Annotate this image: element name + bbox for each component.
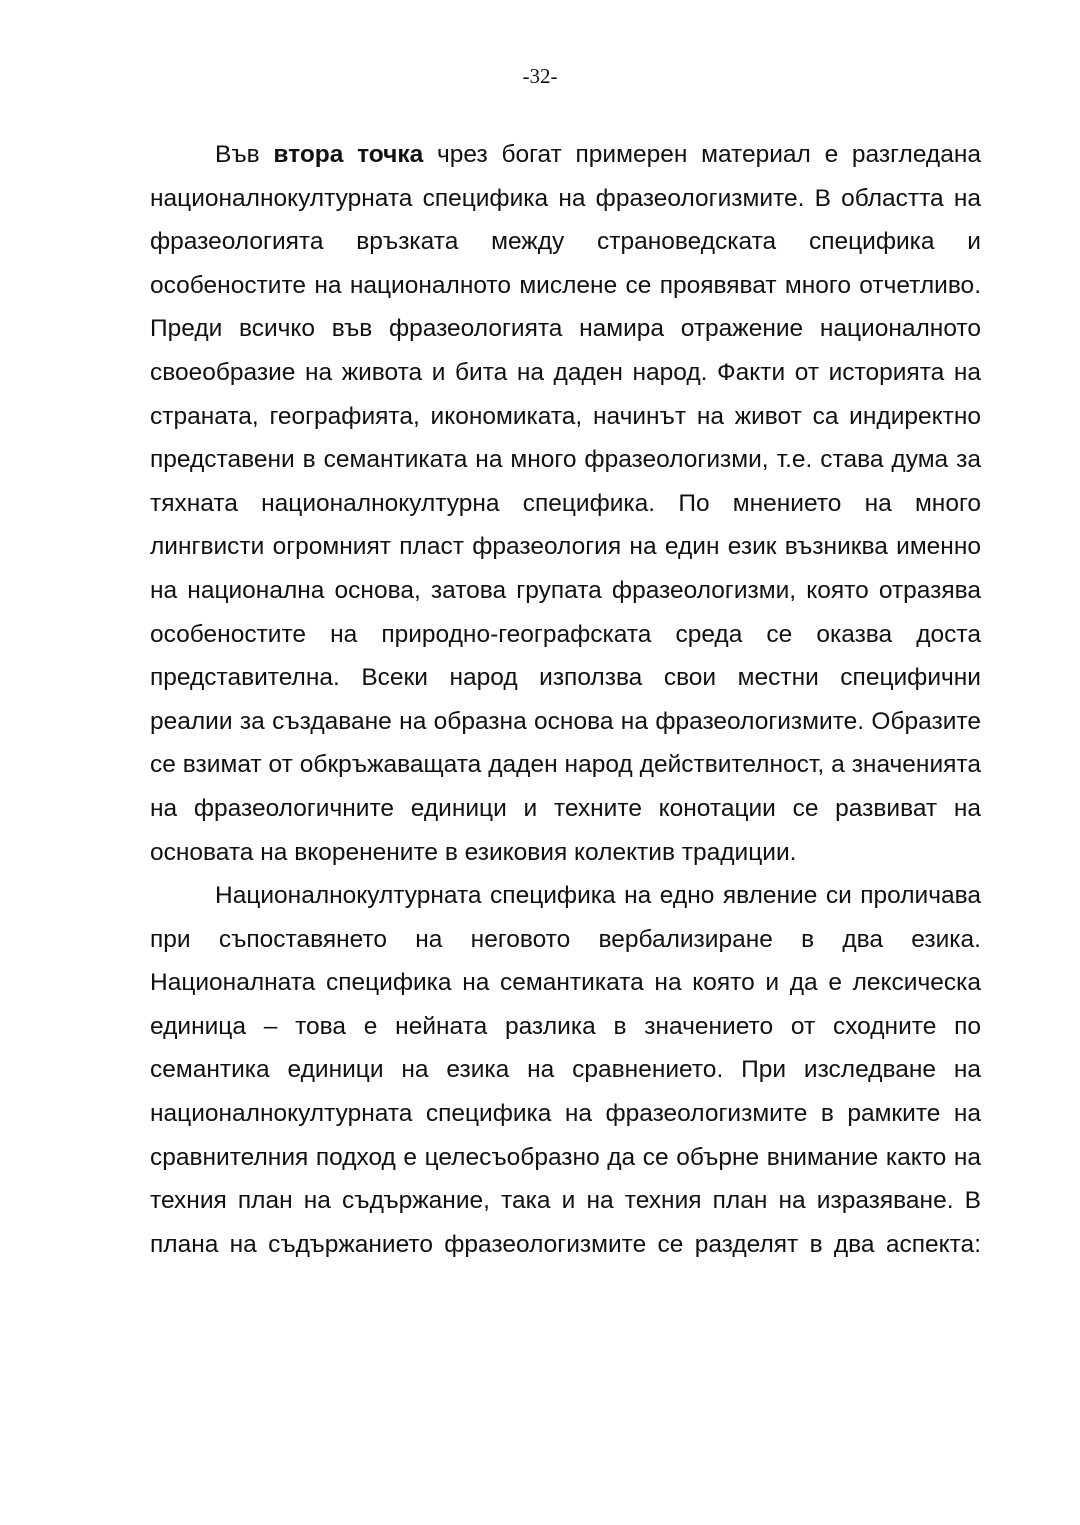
body-text [150, 133, 981, 1266]
paragraph-1-bold-term: втора точка [273, 141, 424, 168]
paragraph-2-text: Националнокултурната специфика на едно явление си проличава при съпоставянето на неговото вербализиране в два езика. Националната специфика на семантиката на която и да е лексическа единица – това е нейната разлика в значението от сходните по семантика единици на езика на сравнението. При изследване на националнокултурната специфика на фразеологизмите в рамките на сравнителния подход е целесъобразно да се обърне внимание както на техния план на съдържание, така и на техния план на изразяване. В плана на съдържанието фразеологизмите се разделят в два аспекта: [150, 882, 981, 1258]
paragraph-2 [150, 874, 981, 1266]
paragraph-1 [150, 133, 981, 874]
page-number: -32- [522, 64, 558, 88]
paragraph-1-text: чрез богат примерен материал е разгледана националнокултурната специфика на фразеологизмите. В областта на фразеологията връзката между страноведската специфика и особеностите на националното мислене се проявяват много отчетливо. Преди всичко във фразеологията намира отражение националното своеобразие на живота и бита на даден народ. Факти от историята на страната, географията, икономиката, начинът на живот са индиректно представени в семантиката на много фразеологизми, т.е. става дума за тяхната националнокултурна специфика. По мнението на много лингвисти огромният пласт фразеология на един език възниква именно на национална основа, затова групата фразеологизми, която отразява особеностите на природно-географската среда се оказва доста представителна. Всеки народ използва свои местни специфични реалии за създаване на образна основа на фразеологизмите. Образите се взимат от обкръжаващата даден народ действителност, а значенията на фразеологичните единици и техните конотации се развиват на основата на вкоренените в езиковия колектив традиции. [150, 141, 981, 866]
paragraph-1-lead: Във [215, 141, 274, 168]
